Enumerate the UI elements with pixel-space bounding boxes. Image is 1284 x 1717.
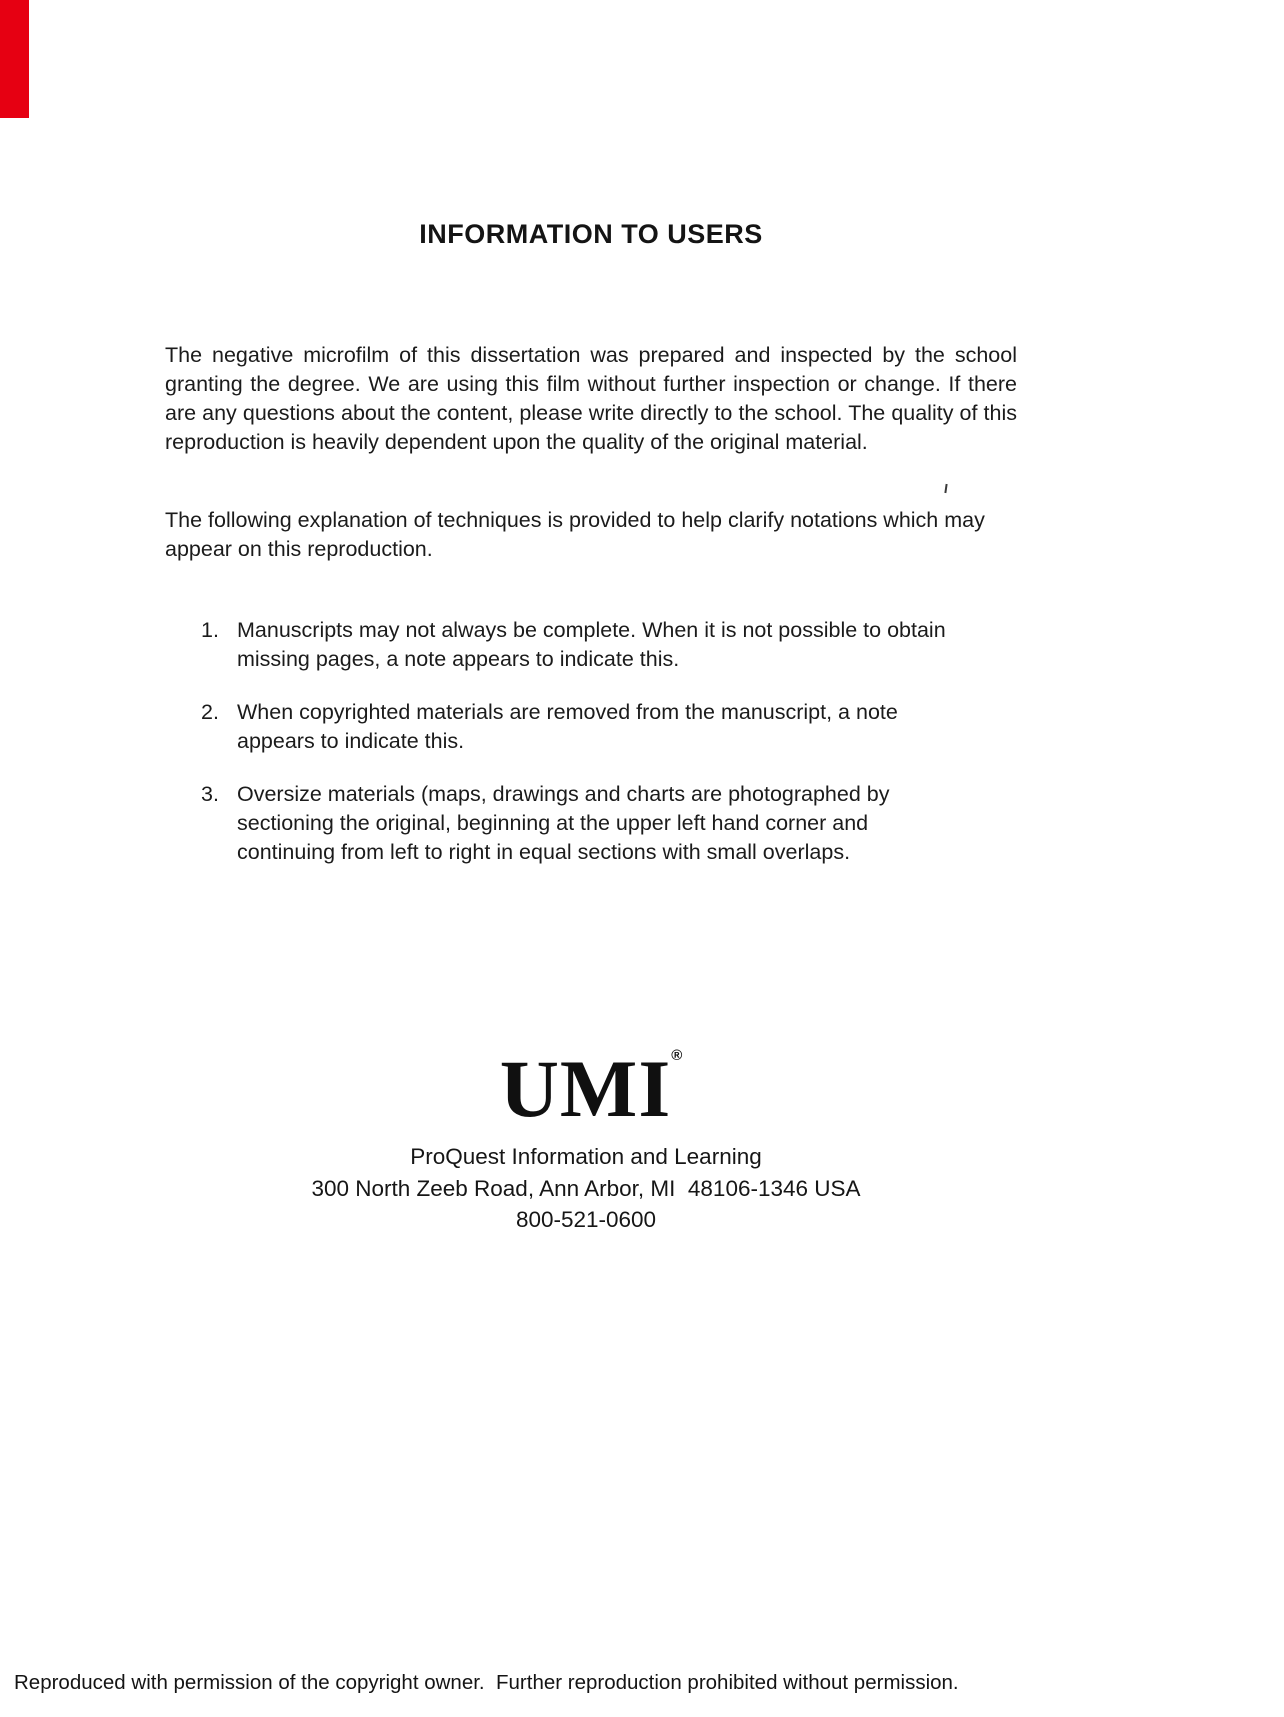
list-item-text: Oversize materials (maps, drawings and charts are photographed by sectioning the original, beginning at the upper left hand corner and continuing from left to right in equal sections with small overlaps.	[237, 782, 890, 864]
registered-trademark-icon: ®	[671, 1047, 683, 1064]
notation-list	[165, 616, 1017, 891]
address-line-2: 300 North Zeeb Road, Ann Arbor, MI 48106-1346 USA	[311, 1175, 861, 1201]
publisher-address	[160, 1141, 1012, 1236]
page-title: INFORMATION TO USERS	[419, 219, 763, 249]
list-item	[165, 698, 1017, 756]
scan-artifact-red-strip	[0, 0, 29, 118]
paragraph-techniques: The following explanation of techniques is provided to help clarify notations which may appear on this reproduction.	[165, 508, 985, 561]
scan-speck-artifact	[944, 484, 947, 493]
copyright-footer: Reproduced with permission of the copyright owner. Further reproduction prohibited without permission.	[14, 1671, 959, 1694]
address-line-1: ProQuest Information and Learning	[410, 1144, 762, 1169]
paragraph-intro: The negative microfilm of this dissertation was prepared and inspected by the school granting the degree. We are using this film without further inspection or change. If there are any questions about the content, please write directly to the school. The quality of this reproduction is heavily dependent upon the quality of the original material.	[165, 343, 1017, 454]
list-item-number: 3.	[201, 782, 219, 806]
list-item-text: When copyrighted materials are removed from the manuscript, a note appears to indicate this.	[237, 700, 898, 753]
umi-logo-text: UMI	[499, 1043, 672, 1134]
list-item	[165, 616, 1017, 674]
list-item-number: 1.	[201, 618, 219, 642]
list-item	[165, 780, 1017, 867]
list-item-number: 2.	[201, 700, 219, 724]
list-item-text: Manuscripts may not always be complete. When it is not possible to obtain missing pages, a note appears to indicate this.	[237, 618, 946, 671]
address-line-3: 800-521-0600	[515, 1207, 657, 1232]
umi-logo	[165, 1043, 1017, 1134]
